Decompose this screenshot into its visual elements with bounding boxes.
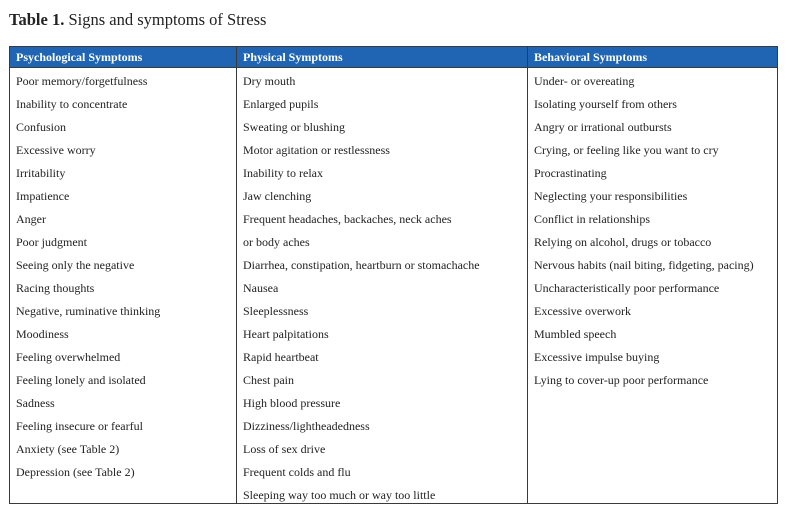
table-cell: Under- or overeating: [534, 74, 635, 88]
table-cell: Sadness: [16, 396, 55, 410]
table-cell: Chest pain: [243, 373, 294, 387]
table-cell: Diarrhea, constipation, heartburn or stomachache: [243, 258, 480, 272]
column-physical: [236, 47, 527, 503]
table-cell: Feeling lonely and isolated: [16, 373, 146, 387]
table-cell: Anger: [16, 212, 46, 226]
table-cell: Anxiety (see Table 2): [16, 442, 120, 456]
table-cell: Procrastinating: [534, 166, 607, 180]
table-cell: Relying on alcohol, drugs or tobacco: [534, 235, 712, 249]
table-cell: Racing thoughts: [16, 281, 95, 295]
table-cell: Poor judgment: [16, 235, 87, 249]
table-cell: Irritability: [16, 166, 66, 180]
table-cell: Lying to cover-up poor performance: [534, 373, 709, 387]
table-cell: Dizziness/lightheadedness: [243, 419, 370, 433]
symptoms-table: [9, 46, 778, 504]
table-cell: Confusion: [16, 120, 67, 134]
table-cell: Enlarged pupils: [243, 97, 319, 111]
table-cell: Excessive worry: [16, 143, 96, 157]
table-cell: Jaw clenching: [243, 189, 312, 203]
table-cell: or body aches: [243, 235, 310, 249]
table-cell: Loss of sex drive: [243, 442, 326, 456]
table-cell: Sweating or blushing: [243, 120, 345, 134]
table-cell: Seeing only the negative: [16, 258, 135, 272]
table-cell: Sleeplessness: [243, 304, 309, 318]
table-cell: Excessive impulse buying: [534, 350, 660, 364]
table-cell: Sleeping way too much or way too little: [243, 488, 436, 502]
table-cell: Frequent headaches, backaches, neck aches: [243, 212, 452, 226]
column-behavioral: [527, 47, 777, 503]
column-header-behavioral: Behavioral Symptoms: [528, 47, 777, 68]
column-cells-physical: [237, 68, 527, 507]
column-cells-psychological: [10, 68, 236, 484]
table-cell: Neglecting your responsibilities: [534, 189, 688, 203]
table-cell: High blood pressure: [243, 396, 341, 410]
table-cell: Nausea: [243, 281, 279, 295]
column-psychological: [10, 47, 236, 503]
table-cell: Frequent colds and flu: [243, 465, 351, 479]
column-cells-behavioral: [528, 68, 777, 392]
table-cell: Isolating yourself from others: [534, 97, 677, 111]
column-header-psychological: Psychological Symptoms: [10, 47, 236, 68]
table-cell: Mumbled speech: [534, 327, 617, 341]
table-cell: Uncharacteristically poor performance: [534, 281, 720, 295]
table-caption-label: Table 1.: [9, 10, 65, 29]
table-cell: Moodiness: [16, 327, 69, 341]
table-caption: [9, 10, 266, 30]
table-cell: Angry or irrational outbursts: [534, 120, 672, 134]
table-cell: Feeling insecure or fearful: [16, 419, 143, 433]
table-cell: Crying, or feeling like you want to cry: [534, 143, 719, 157]
table-cell: Inability to relax: [243, 166, 323, 180]
table-cell: Excessive overwork: [534, 304, 631, 318]
table-caption-title: Signs and symptoms of Stress: [68, 10, 267, 29]
table-cell: Heart palpitations: [243, 327, 329, 341]
table-cell: Negative, ruminative thinking: [16, 304, 161, 318]
table-cell: Conflict in relationships: [534, 212, 650, 226]
table-cell: Rapid heartbeat: [243, 350, 319, 364]
table-cell: Impatience: [16, 189, 70, 203]
table-cell: Dry mouth: [243, 74, 296, 88]
table-cell: Nervous habits (nail biting, fidgeting, pacing): [534, 258, 754, 272]
column-header-physical: Physical Symptoms: [237, 47, 527, 68]
table-cell: Inability to concentrate: [16, 97, 128, 111]
table-cell: Feeling overwhelmed: [16, 350, 121, 364]
table-cell: Poor memory/forgetfulness: [16, 74, 148, 88]
table-cell: Depression (see Table 2): [16, 465, 135, 479]
table-cell: Motor agitation or restlessness: [243, 143, 390, 157]
